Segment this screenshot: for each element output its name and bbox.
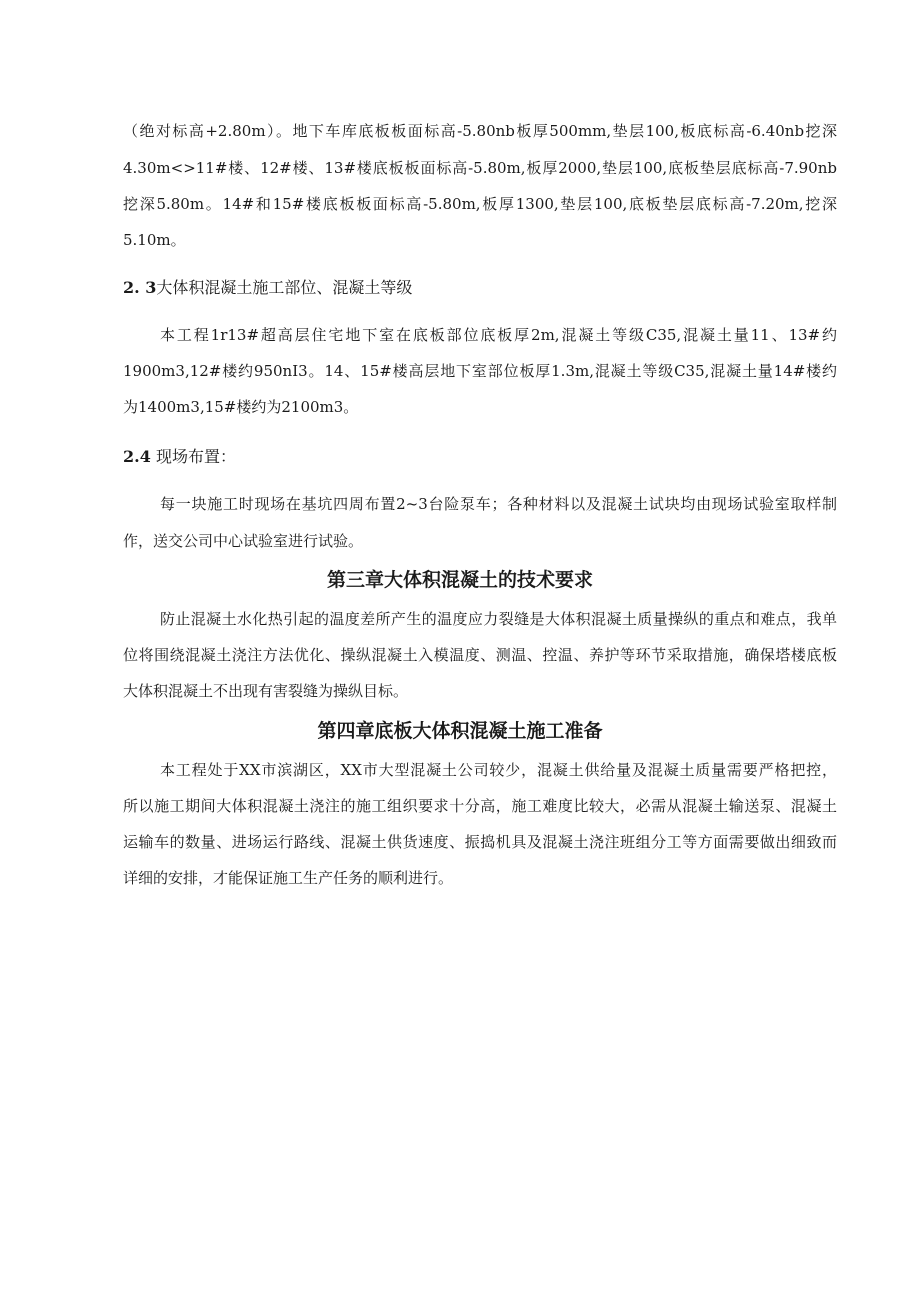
- paragraph-line: 本工程处于XX市滨湖区，XX市大型混凝土公司较少，混凝土供给量及混凝土质量需要严格把控，: [160, 761, 837, 779]
- paragraph-line: 作，送交公司中心试验室进行试验。: [123, 532, 364, 550]
- paragraph-line: 1900m3,12#楼约950nI3。14、15#楼高层地下室部位板厚1.3m,混凝土等级C35,混凝土量14#楼约: [123, 362, 837, 380]
- paragraph-line: 挖深5.80m。14#和15#楼底板板面标高-5.80m,板厚1300,垫层100,底板垫层底标高-7.20m,挖深: [123, 195, 837, 213]
- paragraph-line: 所以施工期间大体积混凝土浇注的施工组织要求十分高，施工难度比较大，必需从混凝土输送泵、混凝土: [123, 797, 837, 815]
- chapter-heading-3: 第三章大体积混凝土的技术要求: [326, 569, 593, 591]
- paragraph-line: 防止混凝土水化热引起的温度差所产生的温度应力裂缝是大体积混凝土质量操纵的重点和难点，我单: [160, 610, 837, 628]
- paragraph-line: 详细的安排，才能保证施工生产任务的顺利进行。: [123, 869, 454, 887]
- section-heading-2-3: [123, 277, 412, 299]
- paragraph-line: 大体积混凝土不出现有害裂缝为操纵目标。: [123, 682, 409, 700]
- paragraph-line: （绝对标高+2.80m）。地下车库底板板面标高-5.80nb板厚500mm,垫层100,板底标高-6.40nb挖深: [123, 122, 837, 140]
- paragraph-line: 位将围绕混凝土浇注方法优化、操纵混凝土入模温度、测温、控温、养护等环节采取措施，确保塔楼底板: [123, 646, 837, 664]
- paragraph-line: 4.30m<>11#楼、12#楼、13#楼底板板面标高-5.80m,板厚2000,垫层100,底板垫层底标高-7.90nb: [123, 159, 837, 177]
- paragraph-line: 本工程1r13#超高层住宅地下室在底板部位底板厚2m,混凝土等级C35,混凝土量11、13#约: [160, 326, 837, 344]
- chapter-heading-4: 第四章底板大体积混凝土施工准备: [317, 720, 603, 742]
- section-title: 现场布置：: [155, 447, 236, 466]
- section-title: 大体积混凝土施工部位、混凝土等级: [156, 278, 413, 297]
- section-number: 2.4: [123, 447, 151, 466]
- paragraph-line: 每一块施工时现场在基坑四周布置2~3台险泵车；各种材料以及混凝土试块均由现场试验室取样制: [160, 495, 837, 513]
- paragraph-line: 运输车的数量、进场运行路线、混凝土供货速度、振捣机具及混凝土浇注班组分工等方面需要做出细致而: [123, 833, 837, 851]
- paragraph-line: 为1400m3,15#楼约为2100m3。: [123, 398, 359, 416]
- paragraph-line: 5.10m。: [123, 231, 186, 249]
- section-number: 2. 3: [123, 278, 157, 297]
- section-heading-2-4: [123, 446, 236, 468]
